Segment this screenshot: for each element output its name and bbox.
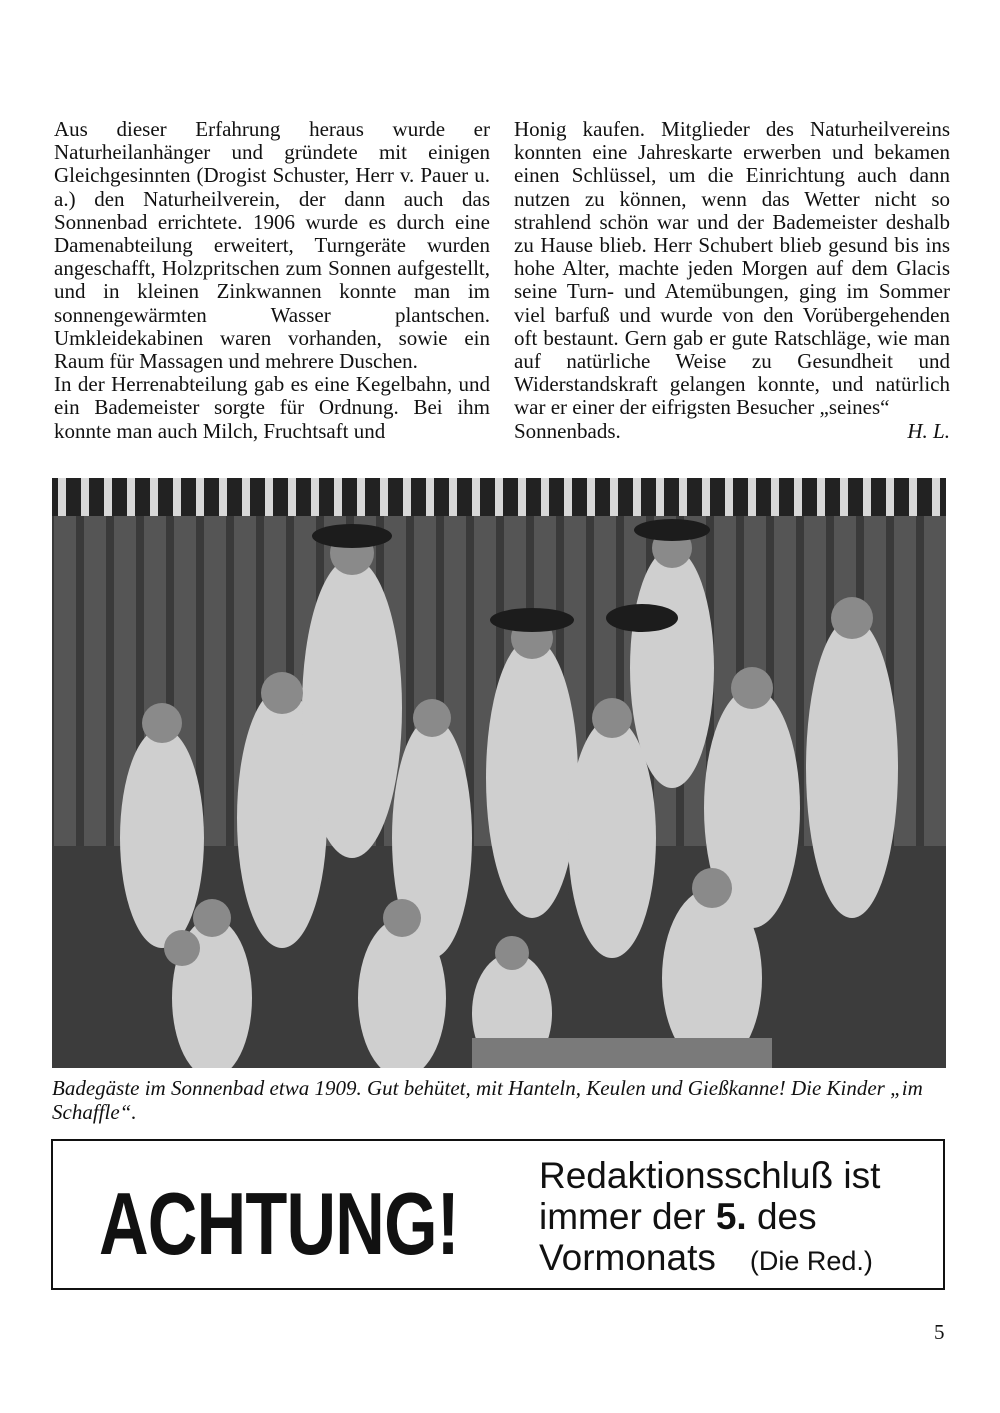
page-number: 5 (934, 1320, 945, 1344)
notice-text (539, 1155, 880, 1282)
closing-word: Sonnenbads. (514, 418, 621, 443)
article-column-right (514, 118, 950, 443)
deadline-day: 5. (715, 1196, 747, 1237)
paragraph: Honig kaufen. Mitglieder des Naturheilvereins konnten eine Jahreskarte erwerben und bekamen einen Schlüssel, um die Einrichtung auch dann nutzen zu können, wenn das Wetter nicht so strahlend schön war und der Bademeister deshalb zu Hause blieb. Herr Schubert blieb gesund bis ins hohe Alter, machte jeden Morgen auf dem Glacis seine Turn- und Atemübungen, ging im Sommer viel barfuß und wurde von den Vorübergehenden oft bestaunt. Gern gab er gute Ratschläge, wie man auf natürliche Weise zu Gesundheit und Widerstandskraft gelangen konnte, und natürlich war er einer der eifrigsten Besucher „seines“ (514, 117, 950, 420)
paragraph: In der Herrenabteilung gab es eine Kegelbahn, und ein Bademeister sorgte für Ordnung. Bei ihm konnte man auch Milch, Fruchtsaft und (54, 372, 490, 443)
notice-line-3-text: Vormonats (539, 1237, 716, 1278)
deadline-notice-box (51, 1139, 945, 1290)
notice-headline: ACHTUNG! (99, 1174, 459, 1273)
photo-illustration (52, 478, 946, 1068)
historical-photo (52, 478, 946, 1068)
photo-caption: Badegäste im Sonnenbad etwa 1909. Gut behütet, mit Hanteln, Keulen und Gießkanne! Die Kinder „im Schaffle“. (52, 1076, 923, 1124)
notice-line-1: Redaktionsschluß ist (539, 1155, 881, 1196)
notice-line-3 (539, 1237, 880, 1282)
closing-line (514, 420, 950, 443)
notice-line-2-suffix: des (746, 1196, 817, 1237)
notice-line-2 (539, 1196, 880, 1237)
paragraph: Aus dieser Erfahrung heraus wurde er Naturheilanhänger und gründete mit einigen Gleichgesinnten (Drogist Schuster, Herr v. Pauer u. a.) den Naturheilverein, der dann auch das Sonnenbad errichtete. 1906 wurde es durch eine Damenabteilung erweitert, Turngeräte wurden angeschafft, Holzpritschen zum Sonnen aufgestellt, und in kleinen Zinkwannen konnte man im sonnengewärmten Wasser plantschen. Umkleidekabinen waren vorhanden, sowie ein Raum für Massagen und mehrere Duschen. (54, 117, 490, 374)
article-column-left (54, 118, 490, 443)
author-signature: H. L. (907, 418, 950, 443)
notice-attribution: (Die Red.) (749, 1246, 873, 1276)
notice-line-2-prefix: immer der (539, 1196, 716, 1237)
